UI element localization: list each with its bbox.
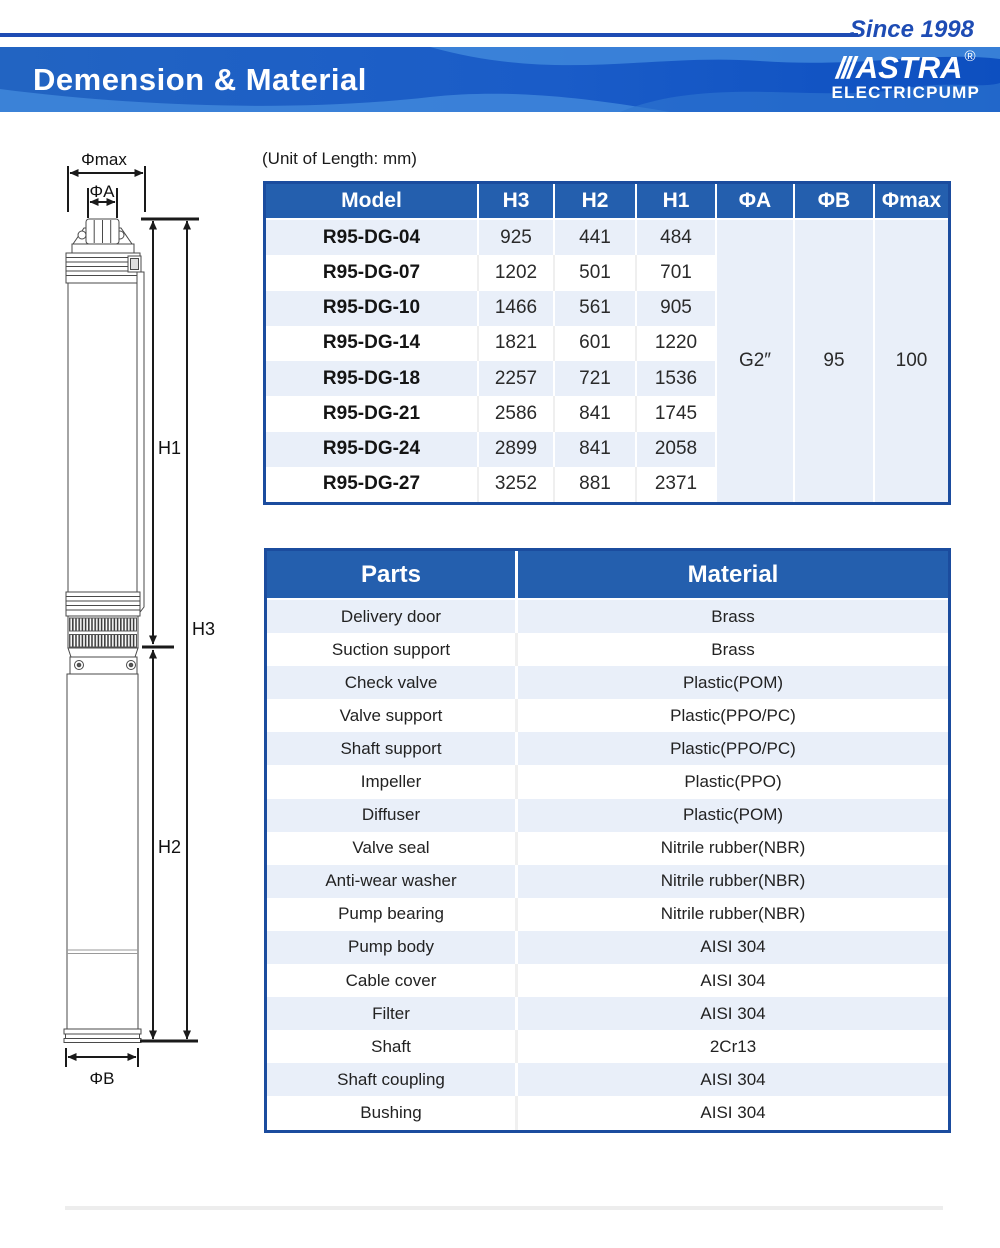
dim-label-h2: H2: [158, 837, 182, 857]
material-cell: Nitrile rubber(NBR): [515, 865, 948, 898]
model-name-cell: R95-DG-14: [322, 332, 421, 354]
model-name-cell: R95-DG-07: [322, 261, 421, 283]
material-cell: AISI 304: [515, 931, 948, 964]
h1-value-cell: 701: [635, 255, 715, 290]
h3-value-cell: 925: [477, 220, 553, 255]
dimension-table-row: [266, 432, 715, 467]
h2-value-cell: 441: [553, 220, 635, 255]
dimension-column-header: H3: [477, 184, 553, 218]
part-cell: Anti-wear washer: [325, 871, 457, 891]
dimension-table-row: [266, 396, 715, 431]
dimension-table-row: [266, 361, 715, 396]
h1-value-cell: 1536: [635, 361, 715, 396]
shared-phi-b-cell: 95: [793, 220, 873, 502]
material-cell: Brass: [515, 633, 948, 666]
h1-value-cell: 2371: [635, 467, 715, 502]
parts-table-row: [267, 765, 948, 798]
dimension-table-shared-cells: [715, 220, 948, 502]
dimension-column-header: ΦB: [793, 184, 873, 218]
brand-logo: [831, 48, 980, 102]
h1-value-cell: 484: [635, 220, 715, 255]
h2-value-cell: 501: [553, 255, 635, 290]
dim-label-h3: H3: [192, 619, 216, 639]
parts-table-row: [267, 699, 948, 732]
h2-value-cell: 841: [553, 396, 635, 431]
since-label: Since 1998: [849, 16, 974, 43]
material-cell: 2Cr13: [515, 1030, 948, 1063]
model-name-cell: R95-DG-21: [322, 402, 421, 424]
dimension-table-row: [266, 467, 715, 502]
h2-value-cell: 881: [553, 467, 635, 502]
part-cell: Shaft: [371, 1036, 411, 1056]
model-name-cell: R95-DG-24: [322, 438, 421, 460]
parts-table-row: [267, 997, 948, 1030]
parts-table-row: [267, 1063, 948, 1096]
part-cell: Filter: [372, 1003, 410, 1023]
part-cell: Bushing: [360, 1102, 422, 1122]
h1-value-cell: 1745: [635, 396, 715, 431]
material-cell: Nitrile rubber(NBR): [515, 832, 948, 865]
brand-name: ASTRA: [855, 50, 963, 85]
dimension-table-row: [266, 291, 715, 326]
h1-value-cell: 2058: [635, 432, 715, 467]
parts-table-row: [267, 633, 948, 666]
part-cell: Diffuser: [361, 805, 421, 825]
dimension-column-header: Φmax: [873, 184, 948, 218]
dimension-column-header: ΦA: [715, 184, 793, 218]
dim-label-phi-max: Φmax: [81, 150, 127, 169]
dimension-table-row: [266, 255, 715, 290]
parts-table-row: [267, 666, 948, 699]
h3-value-cell: 3252: [477, 467, 553, 502]
h3-value-cell: 2586: [477, 396, 553, 431]
model-name-cell: R95-DG-27: [322, 473, 421, 495]
material-cell: AISI 304: [515, 997, 948, 1030]
parts-table-row: [267, 898, 948, 931]
part-cell: Valve support: [339, 705, 443, 725]
h2-value-cell: 561: [553, 291, 635, 326]
parts-table-rows: [267, 600, 948, 1130]
h2-value-cell: 841: [553, 432, 635, 467]
shared-phi-max-cell: 100: [873, 220, 948, 502]
dimension-table-header: [266, 184, 948, 220]
unit-note: (Unit of Length: mm): [262, 149, 417, 168]
dimension-column-header: Model: [341, 189, 402, 212]
dimension-table-row: [266, 220, 715, 255]
dim-label-h1: H1: [158, 438, 182, 458]
parts-column-header: Material: [515, 551, 948, 598]
shared-phi-a-cell: G2″: [715, 220, 793, 502]
pump-outline: [64, 219, 144, 1043]
material-cell: Plastic(POM): [515, 799, 948, 832]
parts-table-header: [267, 551, 948, 600]
dimension-column-header: H2: [553, 184, 635, 218]
parts-table: [264, 548, 951, 1133]
parts-column-header: Parts: [360, 560, 422, 588]
material-cell: AISI 304: [515, 964, 948, 997]
parts-table-row: [267, 832, 948, 865]
footer-divider-line: [65, 1206, 943, 1210]
part-cell: Suction support: [331, 639, 451, 659]
dim-label-phi-b: ΦB: [89, 1069, 115, 1088]
parts-table-row: [267, 1030, 948, 1063]
part-cell: Pump bearing: [338, 904, 444, 924]
material-cell: Nitrile rubber(NBR): [515, 898, 948, 931]
parts-table-row: [267, 799, 948, 832]
pump-drawing: [30, 140, 260, 1100]
dimension-table-row: [266, 326, 715, 361]
material-cell: AISI 304: [515, 1063, 948, 1096]
parts-table-row: [267, 931, 948, 964]
part-cell: Check valve: [344, 672, 438, 692]
h3-value-cell: 2257: [477, 361, 553, 396]
header-banner: [0, 47, 1000, 112]
part-cell: Shaft support: [340, 738, 442, 758]
page-title: Demension & Material: [33, 61, 367, 97]
h1-value-cell: 905: [635, 291, 715, 326]
h2-value-cell: 601: [553, 326, 635, 361]
parts-table-row: [267, 600, 948, 633]
h3-value-cell: 1202: [477, 255, 553, 290]
parts-table-row: [267, 964, 948, 997]
h3-value-cell: 1821: [477, 326, 553, 361]
registered-mark-icon: ®: [964, 48, 976, 65]
material-cell: Brass: [515, 600, 948, 633]
model-name-cell: R95-DG-04: [322, 226, 421, 248]
material-cell: Plastic(POM): [515, 666, 948, 699]
part-cell: Impeller: [360, 772, 422, 792]
brand-subtitle: ELECTRICPUMP: [831, 83, 980, 102]
dim-label-phi-a: ΦA: [89, 182, 115, 201]
dimension-table-rows: [266, 220, 715, 502]
parts-table-row: [267, 865, 948, 898]
part-cell: Pump body: [348, 937, 434, 957]
h1-value-cell: 1220: [635, 326, 715, 361]
h3-value-cell: 1466: [477, 291, 553, 326]
model-name-cell: R95-DG-10: [322, 297, 421, 319]
part-cell: Shaft coupling: [337, 1069, 445, 1089]
h3-value-cell: 2899: [477, 432, 553, 467]
part-cell: Delivery door: [340, 606, 442, 626]
material-cell: Plastic(PPO): [515, 765, 948, 798]
dimension-table: [263, 181, 951, 505]
h2-value-cell: 721: [553, 361, 635, 396]
dimension-column-header: H1: [635, 184, 715, 218]
model-name-cell: R95-DG-18: [322, 367, 421, 389]
material-cell: Plastic(PPO/PC): [515, 732, 948, 765]
since-divider-line: [0, 33, 858, 37]
parts-table-row: [267, 1096, 948, 1129]
logo-m-slashes-icon: ///: [835, 50, 853, 85]
material-cell: Plastic(PPO/PC): [515, 699, 948, 732]
part-cell: Valve seal: [352, 838, 430, 858]
material-cell: AISI 304: [515, 1096, 948, 1129]
part-cell: Cable cover: [345, 970, 437, 990]
parts-table-row: [267, 732, 948, 765]
